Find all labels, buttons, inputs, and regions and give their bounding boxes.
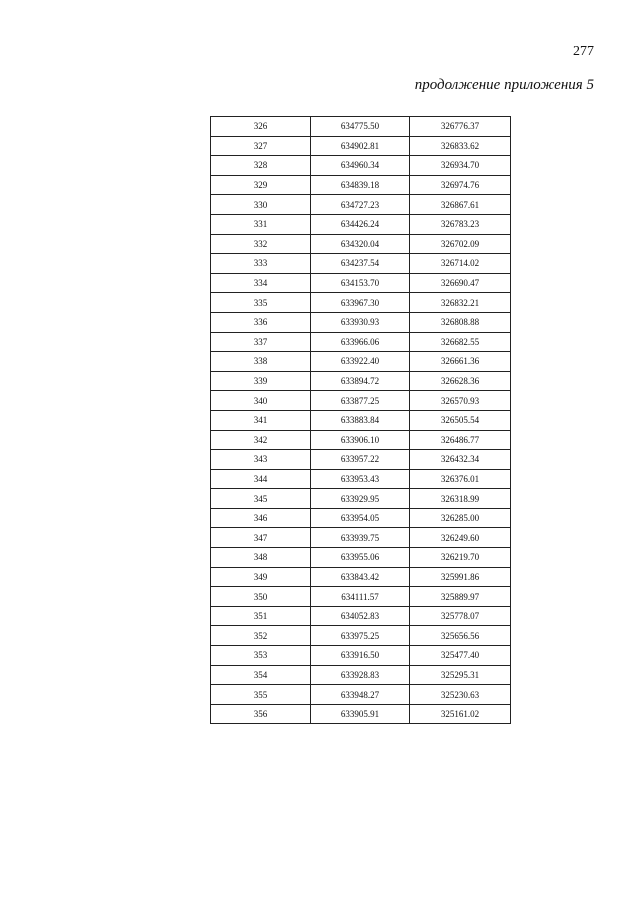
point-number-cell: 326	[211, 117, 311, 137]
x-coordinate-cell: 633975.25	[311, 626, 410, 646]
y-coordinate-cell: 326486.77	[410, 430, 511, 450]
table-row	[211, 548, 511, 568]
y-coordinate-cell: 326934.70	[410, 156, 511, 176]
table-row	[211, 646, 511, 666]
y-coordinate-cell: 325778.07	[410, 606, 511, 626]
x-coordinate-cell: 634426.24	[311, 214, 410, 234]
y-coordinate-cell: 326974.76	[410, 175, 511, 195]
y-coordinate-cell: 325230.63	[410, 685, 511, 705]
x-coordinate-cell: 634111.57	[311, 587, 410, 607]
x-coordinate-cell: 633928.83	[311, 665, 410, 685]
table-row	[211, 371, 511, 391]
y-coordinate-cell: 326832.21	[410, 293, 511, 313]
table-row	[211, 352, 511, 372]
point-number-cell: 339	[211, 371, 311, 391]
x-coordinate-cell: 634237.54	[311, 254, 410, 274]
coordinates-table	[210, 116, 511, 724]
table-row	[211, 136, 511, 156]
y-coordinate-cell: 326776.37	[410, 117, 511, 137]
table-row	[211, 626, 511, 646]
page-number: 277	[573, 44, 594, 59]
x-coordinate-cell: 633929.95	[311, 489, 410, 509]
table-row	[211, 430, 511, 450]
table-row	[211, 587, 511, 607]
table-row	[211, 665, 511, 685]
x-coordinate-cell: 633953.43	[311, 469, 410, 489]
y-coordinate-cell: 326219.70	[410, 548, 511, 568]
point-number-cell: 352	[211, 626, 311, 646]
point-number-cell: 355	[211, 685, 311, 705]
table-row	[211, 117, 511, 137]
point-number-cell: 330	[211, 195, 311, 215]
point-number-cell: 327	[211, 136, 311, 156]
y-coordinate-cell: 326318.99	[410, 489, 511, 509]
y-coordinate-cell: 326628.36	[410, 371, 511, 391]
table-row	[211, 508, 511, 528]
y-coordinate-cell: 326570.93	[410, 391, 511, 411]
x-coordinate-cell: 634775.50	[311, 117, 410, 137]
point-number-cell: 349	[211, 567, 311, 587]
point-number-cell: 350	[211, 587, 311, 607]
point-number-cell: 345	[211, 489, 311, 509]
point-number-cell: 337	[211, 332, 311, 352]
y-coordinate-cell: 325477.40	[410, 646, 511, 666]
x-coordinate-cell: 633877.25	[311, 391, 410, 411]
x-coordinate-cell: 634153.70	[311, 273, 410, 293]
x-coordinate-cell: 633955.06	[311, 548, 410, 568]
table-row	[211, 567, 511, 587]
point-number-cell: 341	[211, 410, 311, 430]
x-coordinate-cell: 634839.18	[311, 175, 410, 195]
y-coordinate-cell: 326690.47	[410, 273, 511, 293]
table-row	[211, 195, 511, 215]
x-coordinate-cell: 633906.10	[311, 430, 410, 450]
table-row	[211, 273, 511, 293]
point-number-cell: 331	[211, 214, 311, 234]
point-number-cell: 348	[211, 548, 311, 568]
y-coordinate-cell: 326285.00	[410, 508, 511, 528]
y-coordinate-cell: 326714.02	[410, 254, 511, 274]
table-row	[211, 234, 511, 254]
y-coordinate-cell: 326808.88	[410, 312, 511, 332]
point-number-cell: 336	[211, 312, 311, 332]
x-coordinate-cell: 634052.83	[311, 606, 410, 626]
table-row	[211, 293, 511, 313]
point-number-cell: 343	[211, 450, 311, 470]
appendix-caption: продолжение приложения 5	[414, 77, 594, 93]
table-row	[211, 685, 511, 705]
x-coordinate-cell: 633894.72	[311, 371, 410, 391]
table-row	[211, 469, 511, 489]
point-number-cell: 332	[211, 234, 311, 254]
point-number-cell: 344	[211, 469, 311, 489]
x-coordinate-cell: 633922.40	[311, 352, 410, 372]
y-coordinate-cell: 326682.55	[410, 332, 511, 352]
table-row	[211, 156, 511, 176]
point-number-cell: 334	[211, 273, 311, 293]
table-row	[211, 214, 511, 234]
x-coordinate-cell: 634727.23	[311, 195, 410, 215]
point-number-cell: 333	[211, 254, 311, 274]
y-coordinate-cell: 325161.02	[410, 704, 511, 724]
point-number-cell: 353	[211, 646, 311, 666]
x-coordinate-cell: 634902.81	[311, 136, 410, 156]
table-row	[211, 450, 511, 470]
y-coordinate-cell: 325656.56	[410, 626, 511, 646]
table-row	[211, 704, 511, 724]
y-coordinate-cell: 325295.31	[410, 665, 511, 685]
point-number-cell: 354	[211, 665, 311, 685]
x-coordinate-cell: 634320.04	[311, 234, 410, 254]
coordinates-table-body	[211, 117, 511, 724]
x-coordinate-cell: 633916.50	[311, 646, 410, 666]
point-number-cell: 347	[211, 528, 311, 548]
x-coordinate-cell: 633954.05	[311, 508, 410, 528]
x-coordinate-cell: 633966.06	[311, 332, 410, 352]
point-number-cell: 328	[211, 156, 311, 176]
table-row	[211, 254, 511, 274]
y-coordinate-cell: 326376.01	[410, 469, 511, 489]
y-coordinate-cell: 326702.09	[410, 234, 511, 254]
y-coordinate-cell: 326783.23	[410, 214, 511, 234]
x-coordinate-cell: 633930.93	[311, 312, 410, 332]
table-row	[211, 312, 511, 332]
x-coordinate-cell: 633957.22	[311, 450, 410, 470]
y-coordinate-cell: 326249.60	[410, 528, 511, 548]
y-coordinate-cell: 325889.97	[410, 587, 511, 607]
x-coordinate-cell: 633948.27	[311, 685, 410, 705]
point-number-cell: 340	[211, 391, 311, 411]
x-coordinate-cell: 633843.42	[311, 567, 410, 587]
y-coordinate-cell: 326505.54	[410, 410, 511, 430]
table-row	[211, 489, 511, 509]
table-row	[211, 410, 511, 430]
point-number-cell: 346	[211, 508, 311, 528]
y-coordinate-cell: 326432.34	[410, 450, 511, 470]
x-coordinate-cell: 633967.30	[311, 293, 410, 313]
point-number-cell: 356	[211, 704, 311, 724]
table-row	[211, 606, 511, 626]
x-coordinate-cell: 633883.84	[311, 410, 410, 430]
point-number-cell: 329	[211, 175, 311, 195]
point-number-cell: 338	[211, 352, 311, 372]
y-coordinate-cell: 326833.62	[410, 136, 511, 156]
point-number-cell: 342	[211, 430, 311, 450]
table-row	[211, 332, 511, 352]
point-number-cell: 351	[211, 606, 311, 626]
x-coordinate-cell: 633905.91	[311, 704, 410, 724]
table-row	[211, 528, 511, 548]
y-coordinate-cell: 326867.61	[410, 195, 511, 215]
x-coordinate-cell: 633939.75	[311, 528, 410, 548]
y-coordinate-cell: 326661.36	[410, 352, 511, 372]
point-number-cell: 335	[211, 293, 311, 313]
x-coordinate-cell: 634960.34	[311, 156, 410, 176]
y-coordinate-cell: 325991.86	[410, 567, 511, 587]
table-row	[211, 175, 511, 195]
table-row	[211, 391, 511, 411]
